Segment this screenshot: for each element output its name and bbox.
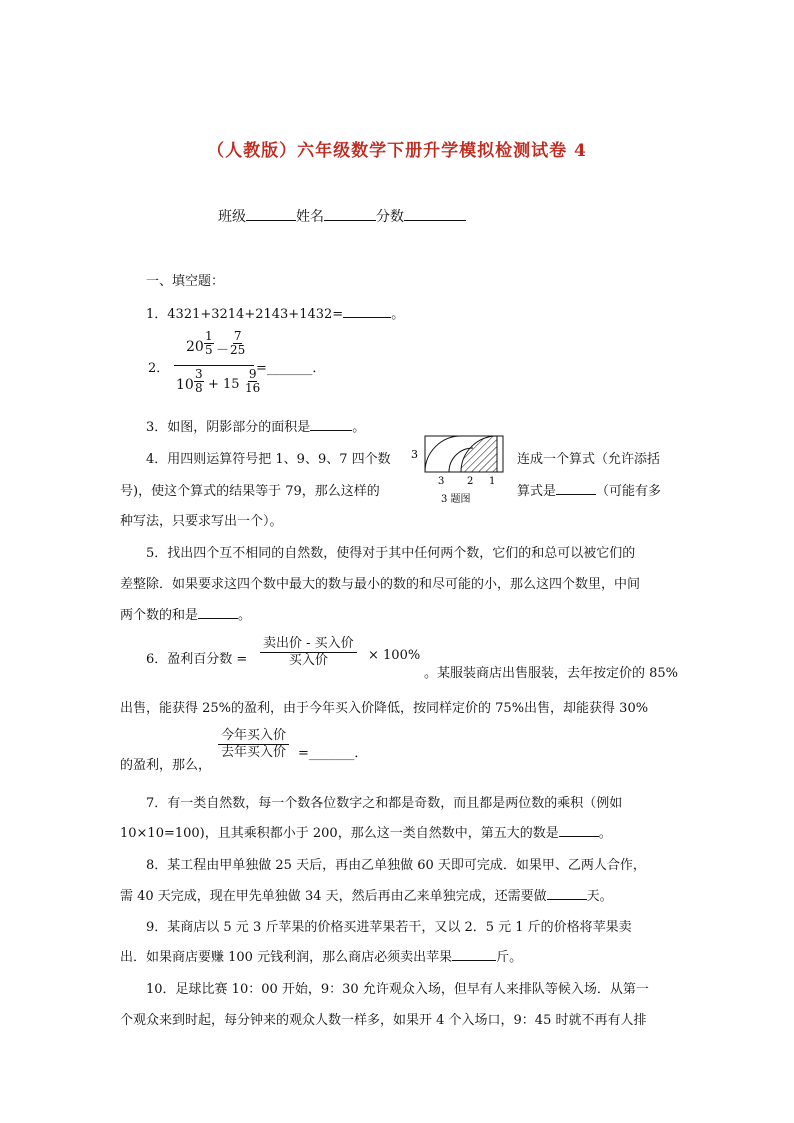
fraction-3-8: $\frac{3}{8}$ bbox=[195, 367, 203, 395]
question-7-blank[interactable] bbox=[559, 825, 599, 837]
question-3-figure bbox=[405, 432, 515, 512]
figure-left-label: 3 bbox=[411, 448, 418, 461]
question-4-line-1a: 4．用四则运算符号把 1、9、9、7 四个数 bbox=[146, 452, 391, 467]
student-info-line bbox=[218, 206, 466, 226]
score-blank[interactable] bbox=[404, 206, 466, 221]
question-6-lead: 6．盈利百分数 = bbox=[146, 652, 248, 667]
question-5-blank[interactable] bbox=[198, 607, 238, 619]
question-5-line-3: 两个数的和是 。 bbox=[120, 608, 252, 623]
question-4-line-1b: 连成一个算式（允许添括 bbox=[517, 452, 661, 467]
question-5-line-1: 5．找出四个互不相同的自然数，使得对于其中任何两个数，它们的和总可以被它们的 bbox=[146, 546, 636, 561]
question-4-line-3: 种写法，只要求写出一个）。 bbox=[120, 514, 283, 529]
question-6-line-3a: 的盈利，那么， bbox=[120, 758, 212, 773]
figure-caption: 3 题图 bbox=[441, 494, 471, 505]
question-7-line-1: 7．有一类自然数，每一个数各位数字之和都是奇数，而且都是两位数的乘积（例如 bbox=[146, 796, 623, 811]
fraction-9-16: $\frac{9}{16}$ bbox=[245, 367, 261, 395]
question-10-line-2: 个观众来到时起，每分钟来的观众人数一样多，如果开 4 个入场口，9：45 时就不再有人排 bbox=[120, 1013, 647, 1028]
question-2-fraction bbox=[174, 329, 400, 395]
figure-bottom-label-2: 2 bbox=[467, 476, 474, 487]
question-4-line-2 bbox=[517, 480, 661, 499]
question-2-number: 2． bbox=[148, 361, 170, 376]
main-fraction-bar bbox=[174, 365, 254, 366]
question-9-line-2: 出．如果商店要赚 100 元钱利润，那么商店必须卖出苹果 斤。 bbox=[120, 950, 523, 965]
question-4-line-2a: 号)，使这个算式的结果等于 79，那么这样的 bbox=[120, 484, 380, 499]
section-heading: 一、填空题： bbox=[146, 274, 225, 289]
question-1 bbox=[146, 303, 404, 322]
question-4-note: （可能有多 bbox=[596, 484, 662, 499]
fraction-1-5: $\frac{1}{5}$ bbox=[205, 329, 213, 357]
question-6-tail: 。某服装商店出售服装，去年按定价的 85% bbox=[424, 666, 679, 681]
price-ratio-fraction: 今年买入价 去年买入价 bbox=[218, 728, 289, 761]
question-6-answer-blank[interactable]: =_______． bbox=[298, 746, 368, 761]
whole-10: 10 bbox=[176, 377, 194, 393]
figure-bottom-label-3: 3 bbox=[438, 476, 445, 487]
question-1-blank[interactable] bbox=[343, 306, 391, 318]
question-8-line-1: 8．某工程由甲单独做 25 天后，再由乙单独做 60 天即可完成．如果甲、乙两人合作， bbox=[146, 858, 646, 873]
figure-bottom-label-1: 1 bbox=[489, 476, 496, 487]
name-label: 姓名 bbox=[296, 209, 324, 225]
profit-formula-fraction: 卖出价 - 买入价 买入价 bbox=[260, 636, 357, 669]
question-9-blank[interactable] bbox=[452, 949, 496, 961]
page-title: （人教版）六年级数学下册升学模拟检测试卷 4 bbox=[207, 141, 587, 161]
question-1-text: 1．4321+3214+2143+1432= bbox=[146, 307, 344, 322]
whole-20: 20 bbox=[186, 339, 204, 355]
question-3-text: 3．如图，阴影部分的面积是 bbox=[146, 420, 311, 435]
question-3-blank[interactable] bbox=[310, 419, 352, 431]
question-8-blank[interactable] bbox=[547, 888, 587, 900]
question-2-answer-blank[interactable]: =_______． bbox=[256, 361, 326, 376]
question-6-line-2: 出售，能获得 25%的盈利，由于今年买入价降低，按同样定价的 75%出售，却能获得 30% bbox=[120, 701, 649, 716]
fraction-7-25: $\frac{7}{25}$ bbox=[230, 329, 246, 357]
figure-arc-large bbox=[425, 436, 461, 472]
question-8-line-2: 需 40 天完成，现在甲先单独做 34 天，然后再由乙来单独完成，还需要做 天。 bbox=[120, 889, 613, 904]
question-4-answer-label: 算式是 bbox=[517, 484, 557, 499]
question-9-line-1: 9．某商店以 5 元 3 斤苹果的价格买进苹果若干，又以 2．5 元 1 斤的价格将苹果卖 bbox=[146, 920, 632, 935]
question-3-end: 。 bbox=[352, 420, 366, 435]
question-5-line-2: 差整除．如果要求这四个数中最大的数与最小的数的和尽可能的小，那么这四个数里，中间 bbox=[120, 577, 641, 592]
question-7-line-2: 10×10=100)，且其乘积都小于 200，那么这一类自然数中，第五大的数是 。 bbox=[120, 826, 612, 841]
question-4-blank[interactable] bbox=[556, 483, 596, 495]
class-label: 班级 bbox=[218, 209, 246, 225]
name-blank[interactable] bbox=[324, 206, 376, 221]
question-1-end: 。 bbox=[391, 307, 405, 322]
figure-shaded-region bbox=[461, 436, 497, 472]
class-blank[interactable] bbox=[246, 206, 296, 221]
question-10-line-1: 10．足球比赛 10：00 开始，9：30 允许观众入场，但早有人来排队等候入场．从第一 bbox=[146, 982, 649, 997]
minus-sign: － bbox=[216, 343, 230, 358]
score-label: 分数 bbox=[376, 209, 404, 225]
question-3 bbox=[146, 416, 365, 435]
times-100-percent: × 100% bbox=[368, 648, 421, 663]
plus-15: + 15 bbox=[208, 377, 240, 392]
